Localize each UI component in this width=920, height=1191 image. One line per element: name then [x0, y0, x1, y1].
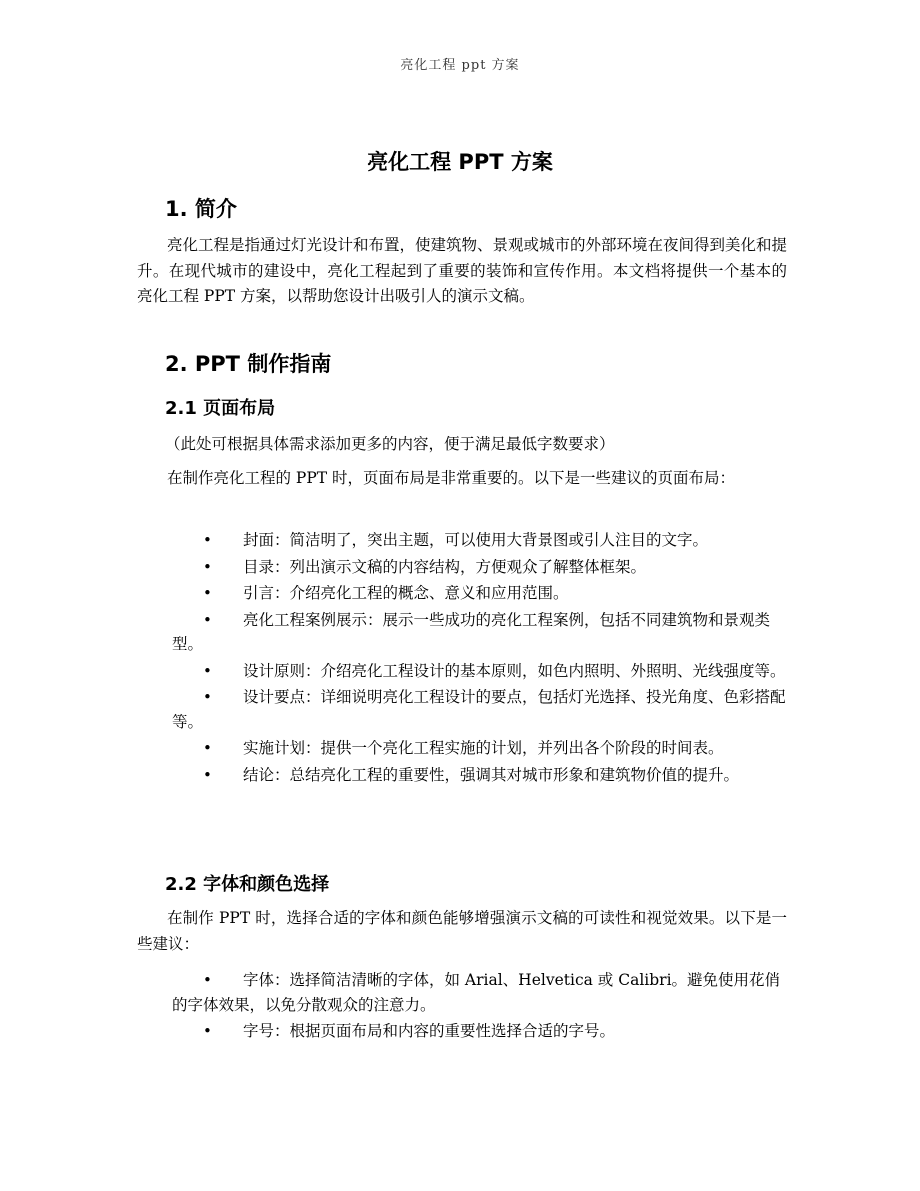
list-item: • 设计原则：介绍亮化工程设计的基本原则，如色内照明、外照明、光线强度等。 [137, 659, 787, 684]
list-item: • 亮化工程案例展示：展示一些成功的亮化工程案例，包括不同建筑物和景观类型。 [137, 608, 787, 657]
fonts-bullet-list [137, 968, 787, 1046]
list-item: • 字号：根据页面布局和内容的重要性选择合适的字号。 [137, 1019, 787, 1044]
bullet-icon: • [203, 531, 212, 549]
bullet-icon: • [203, 688, 212, 706]
bullet-icon: • [203, 610, 212, 629]
list-item: • 引言：介绍亮化工程的概念、意义和应用范围。 [137, 581, 787, 606]
list-item: • 目录：列出演示文稿的内容结构，方便观众了解整体框架。 [137, 555, 787, 580]
subsection-heading-fonts-colors: 2.2 字体和颜色选择 [165, 874, 330, 895]
list-item: • 封面：简洁明了，突出主题，可以使用大背景图或引人注目的文字。 [137, 528, 787, 553]
list-item: • 设计要点：详细说明亮化工程设计的要点，包括灯光选择、投光角度、色彩搭配等。 [137, 685, 787, 734]
document-title: 亮化工程 PPT 方案 [367, 150, 553, 174]
list-item: • 实施计划：提供一个亮化工程实施的计划，并列出各个阶段的时间表。 [137, 736, 787, 761]
bullet-icon: • [203, 971, 212, 989]
intro-paragraph: 亮化工程是指通过灯光设计和布置，使建筑物、景观或城市的外部环境在夜间得到美化和提升。在现代城市的建设中，亮化工程起到了重要的装饰和宣传作用。本文档将提供一个基本的亮化工程 PPT 方案，以帮助您设计出吸引人的演示文稿。 [137, 236, 788, 305]
layout-bullet-list [137, 528, 787, 789]
section-heading-guide: 2. PPT 制作指南 [165, 352, 332, 376]
layout-intro-paragraph: 在制作亮化工程的 PPT 时，页面布局是非常重要的。以下是一些建议的页面布局： [167, 469, 736, 487]
fonts-intro-paragraph: 在制作 PPT 时，选择合适的字体和颜色能够增强演示文稿的可读性和视觉效果。以下是一些建议： [137, 909, 787, 953]
bullet-icon: • [203, 739, 212, 757]
bullet-icon: • [203, 661, 212, 680]
bullet-icon: • [203, 557, 212, 576]
page-header: 亮化工程 ppt 方案 [400, 58, 520, 73]
bullet-icon: • [203, 584, 212, 602]
bullet-icon: • [203, 765, 212, 784]
bullet-icon: • [203, 1022, 212, 1040]
list-item: • 结论：总结亮化工程的重要性，强调其对城市形象和建筑物价值的提升。 [137, 763, 787, 788]
section-heading-intro: 1. 简介 [165, 197, 237, 221]
layout-note: （此处可根据具体需求添加更多的内容，便于满足最低字数要求） [165, 435, 615, 453]
subsection-heading-layout: 2.1 页面布局 [165, 398, 276, 419]
list-item: • 字体：选择简洁清晰的字体，如 Arial、Helvetica 或 Calibri。避免使用花俏的字体效果，以免分散观众的注意力。 [137, 968, 787, 1017]
